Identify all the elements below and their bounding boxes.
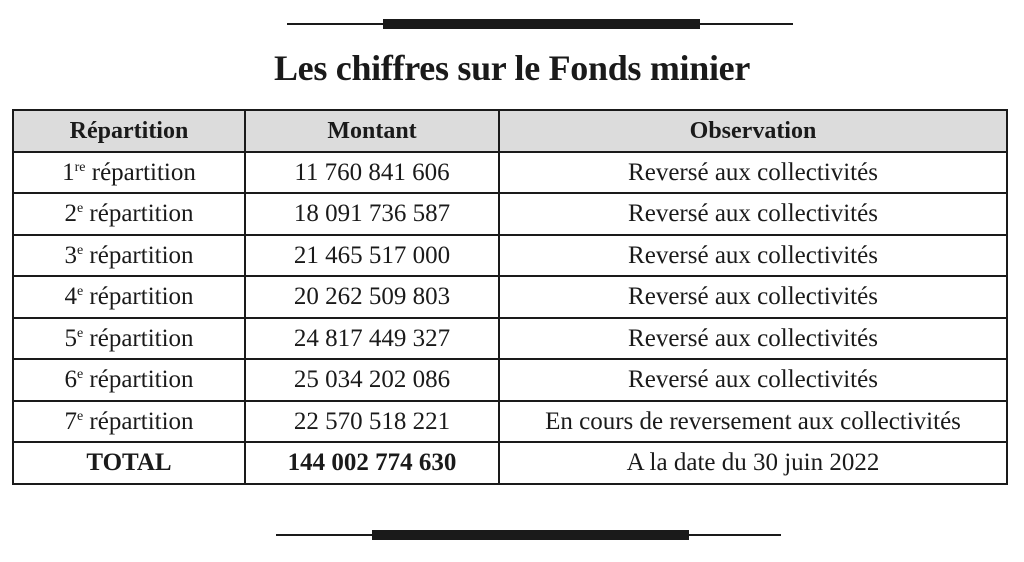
- amount-cell: 22 570 518 221: [245, 401, 499, 443]
- observation-cell: Reversé aux collectivités: [499, 152, 1007, 194]
- repartition-cell: 7e répartition: [13, 401, 245, 443]
- amount-cell: 20 262 509 803: [245, 276, 499, 318]
- table-row: [13, 235, 1007, 277]
- top-divider-thick-bar: [383, 19, 700, 29]
- table-row: [13, 318, 1007, 360]
- total-amount: 144 002 774 630: [245, 442, 499, 484]
- repartition-cell: 3e répartition: [13, 235, 245, 277]
- observation-cell: Reversé aux collectivités: [499, 276, 1007, 318]
- repartition-cell: 6e répartition: [13, 359, 245, 401]
- observation-cell: Reversé aux collectivités: [499, 359, 1007, 401]
- page-title: Les chiffres sur le Fonds minier: [273, 48, 751, 88]
- total-row: [13, 442, 1007, 484]
- top-divider: [0, 14, 1024, 34]
- amount-cell: 25 034 202 086: [245, 359, 499, 401]
- amount-cell: 18 091 736 587: [245, 193, 499, 235]
- observation-cell: Reversé aux collectivités: [499, 235, 1007, 277]
- header-observation: Observation: [499, 110, 1007, 152]
- header-montant: Montant: [245, 110, 499, 152]
- total-label: TOTAL: [13, 442, 245, 484]
- repartition-cell: 5e répartition: [13, 318, 245, 360]
- total-observation: A la date du 30 juin 2022: [499, 442, 1007, 484]
- amount-cell: 21 465 517 000: [245, 235, 499, 277]
- table-row: [13, 152, 1007, 194]
- observation-cell: Reversé aux collectivités: [499, 193, 1007, 235]
- table-row: [13, 193, 1007, 235]
- repartition-cell: 4e répartition: [13, 276, 245, 318]
- bottom-divider-thick-bar: [372, 530, 689, 540]
- table-row: [13, 401, 1007, 443]
- amount-cell: 11 760 841 606: [245, 152, 499, 194]
- repartition-cell: 2e répartition: [13, 193, 245, 235]
- mining-fund-table: [12, 109, 1008, 485]
- table-row: [13, 276, 1007, 318]
- bottom-divider: [0, 525, 1024, 545]
- observation-cell: Reversé aux collectivités: [499, 318, 1007, 360]
- header-repartition: Répartition: [13, 110, 245, 152]
- amount-cell: 24 817 449 327: [245, 318, 499, 360]
- repartition-cell: 1re répartition: [13, 152, 245, 194]
- table-header-row: [13, 110, 1007, 152]
- observation-cell: En cours de reversement aux collectivités: [499, 401, 1007, 443]
- table-row: [13, 359, 1007, 401]
